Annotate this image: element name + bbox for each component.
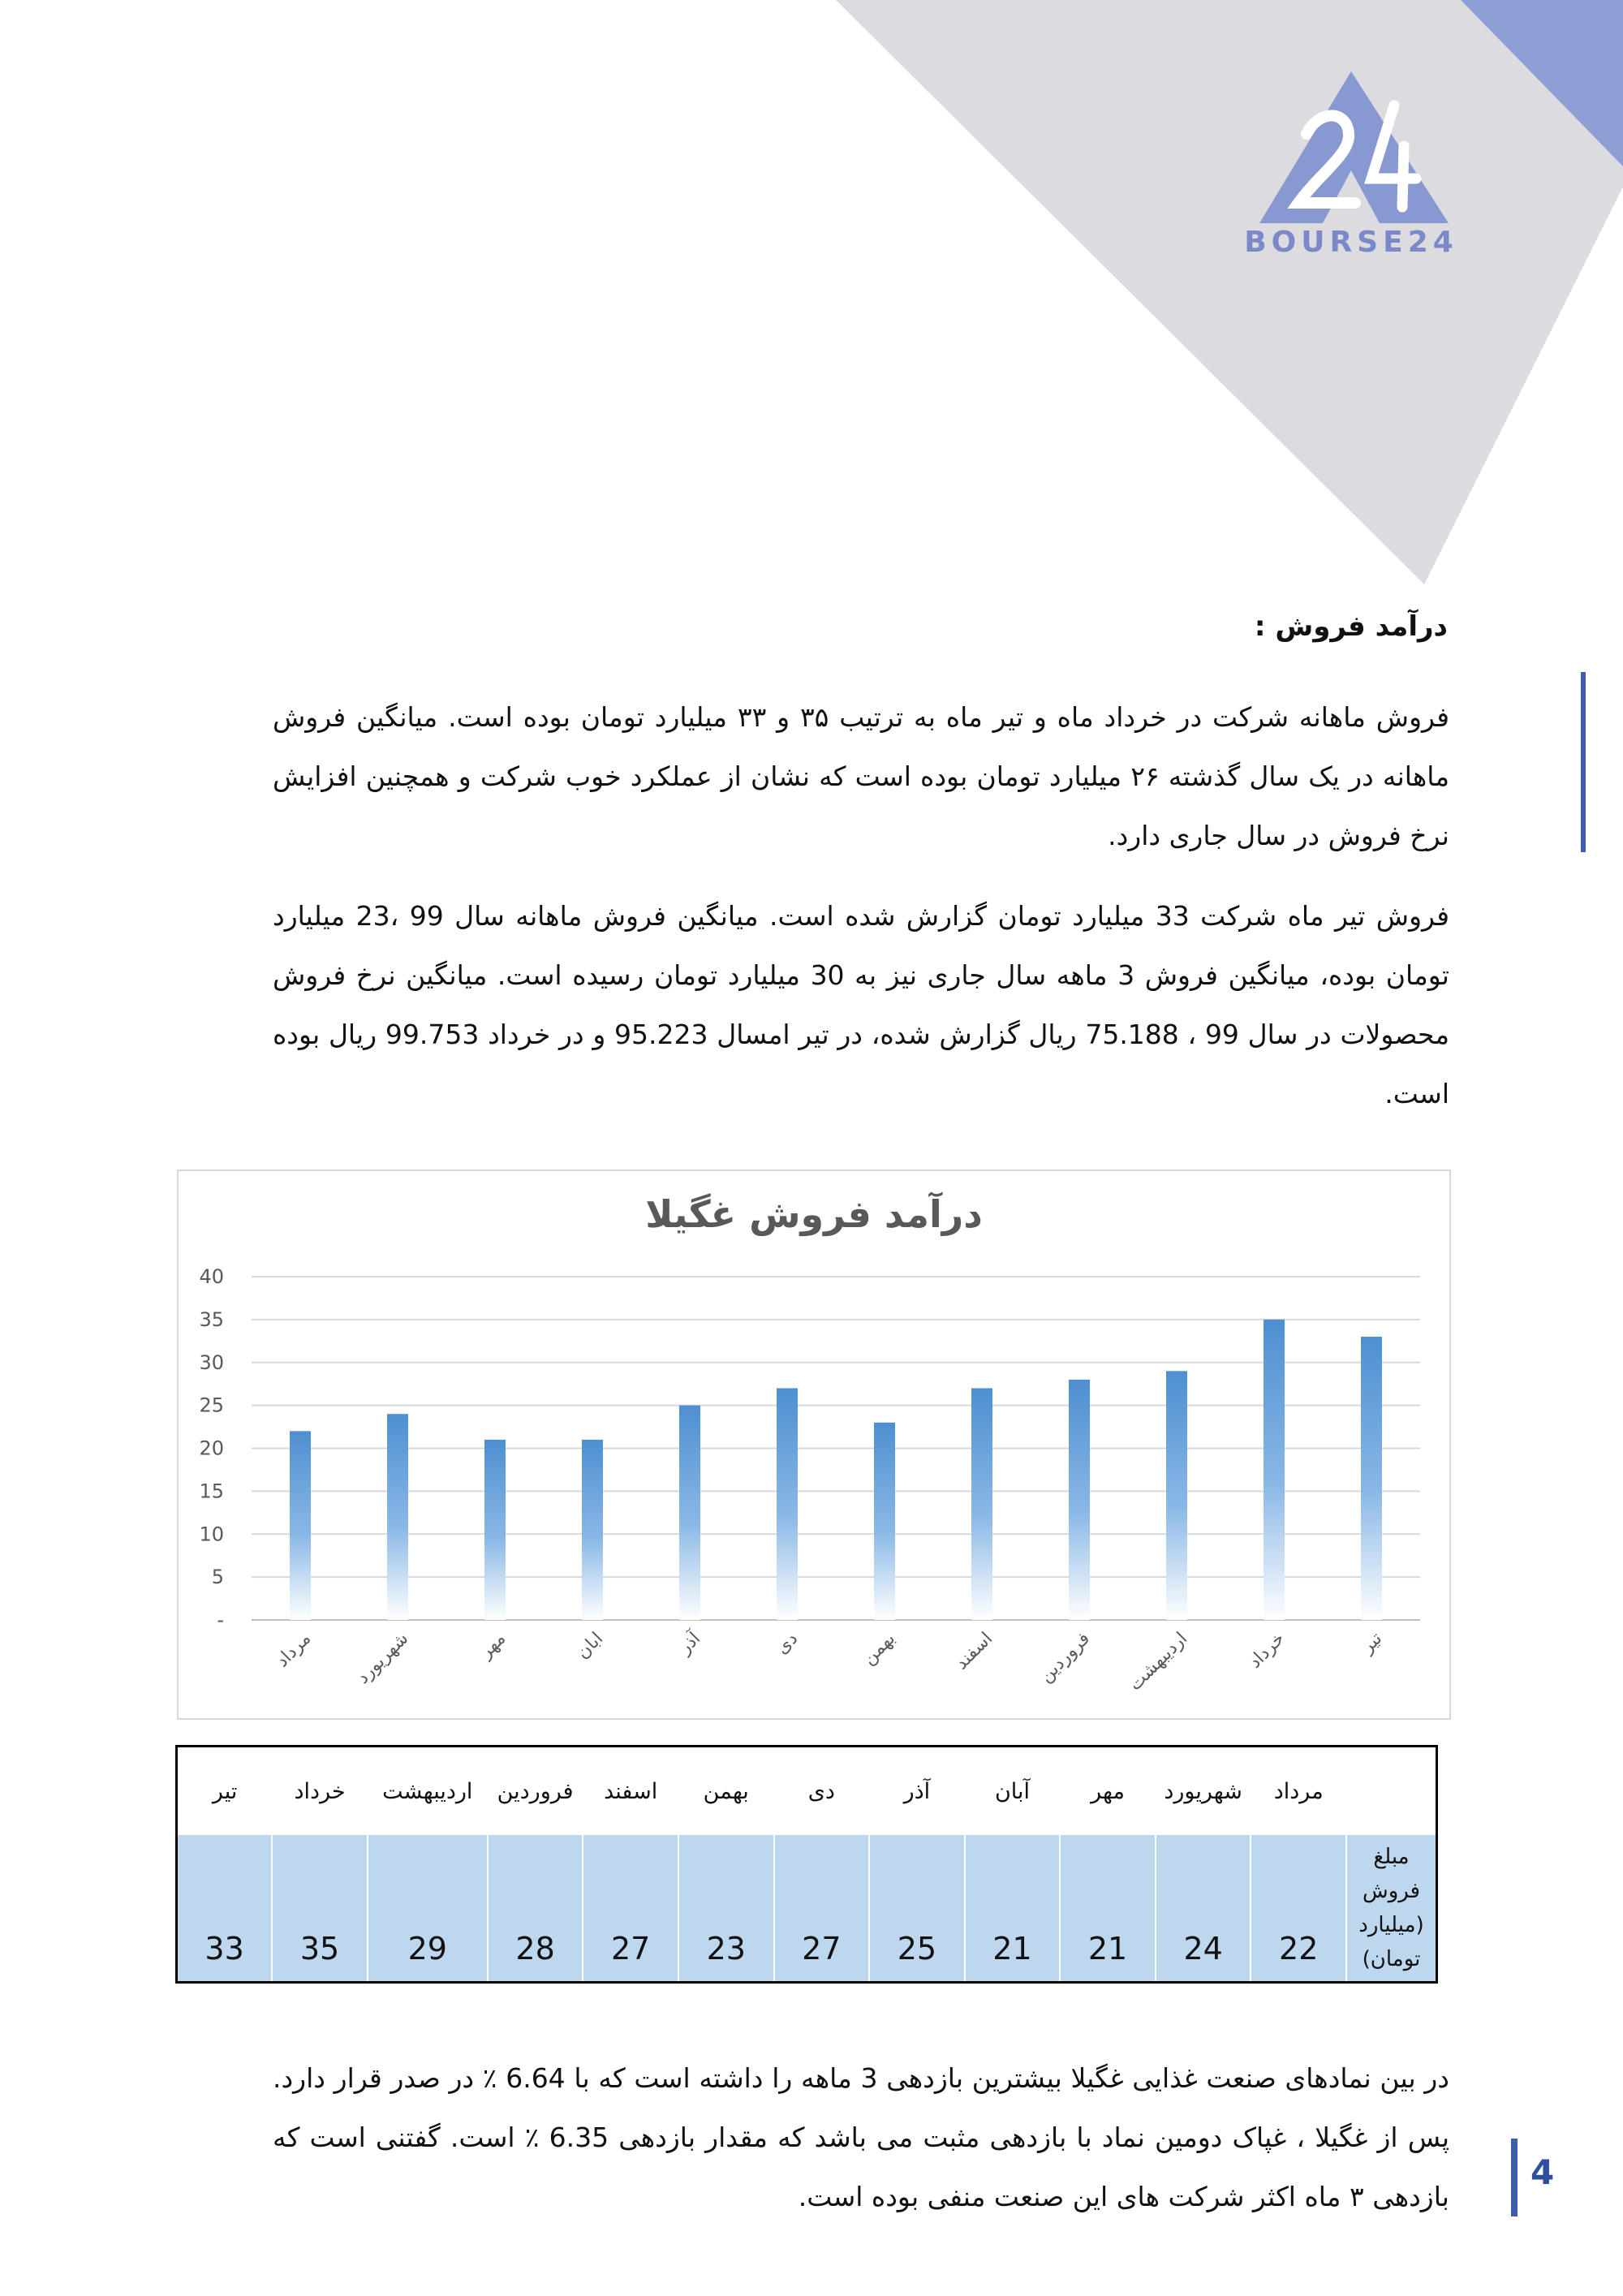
table-header-cell: شهریورد	[1156, 1747, 1251, 1836]
table-header-cell: خرداد	[272, 1747, 368, 1836]
table-header-cell: آذر	[869, 1747, 965, 1836]
table-value-cell: 33	[177, 1835, 273, 1983]
table-value-cell: 21	[965, 1835, 1061, 1983]
y-tick-label: -	[217, 1609, 224, 1631]
y-tick-label: 30	[199, 1350, 224, 1374]
table-value-cell: 24	[1156, 1835, 1251, 1983]
table-value-cell: 22	[1251, 1835, 1346, 1983]
y-tick-label: 25	[199, 1394, 224, 1417]
bar	[1264, 1320, 1285, 1620]
x-tick-label: دی	[772, 1628, 803, 1659]
x-tick-label: آذر	[674, 1628, 705, 1659]
table-header-cell: اسفند	[583, 1747, 678, 1836]
bar	[484, 1440, 506, 1620]
table-row-label: مبلغ فروش (میلیارد تومان)	[1346, 1835, 1437, 1983]
x-tick-label: خرداد	[1245, 1628, 1289, 1673]
paragraph-3: در بین نمادهای صنعت غذایی غگیلا بیشترین بازدهی 3 ماهه را داشته است که با 6.64 ٪ در صدر قرار دارد. پس از غگیلا ، غپاک دومین نماد با بازدهی مثبت می باشد که مقدار بازدهی 6.35 ٪ است. گفتنی است که بازدهی ۳ ماه اکثر شرکت های این صنعت منفی بوده است.	[273, 2062, 1450, 2212]
bar	[1069, 1380, 1090, 1620]
y-tick-label: 15	[199, 1480, 224, 1503]
x-tick-label: فروردین	[1035, 1628, 1095, 1687]
brand-logo-text: BOURSE24	[1244, 226, 1458, 259]
x-tick-label: اسفند	[951, 1628, 997, 1674]
table-value-cell: 27	[583, 1835, 678, 1983]
bar	[679, 1406, 700, 1620]
bar	[1166, 1371, 1187, 1620]
x-tick-label: ابان	[572, 1628, 608, 1664]
page-number-bar	[1511, 2139, 1518, 2216]
table-header-cell: اردیبهشت	[368, 1747, 488, 1836]
table-value-cell: 35	[272, 1835, 368, 1983]
chart-title: درآمد فروش غگیلا	[645, 1192, 983, 1236]
x-tick-label: اردیبهشت	[1125, 1628, 1192, 1695]
table-value-cell: 27	[774, 1835, 870, 1983]
table-header-cell: مرداد	[1251, 1747, 1346, 1836]
header-decoration	[0, 0, 1623, 617]
paragraph-2: فروش تیر ماه شرکت 33 میلیارد تومان گزارش شده است. میانگین فروش ماهانه سال 99 ،23 میلیارد تومان بوده، میانگین فروش 3 ماهه سال جاری نیز به 30 میلیارد تومان رسیده است. میانگین نرخ فروش محصولات در سال 99 ، 75.188 ریال گزارش شده، در تیر امسال 95.223 و در خرداد 99.753 ریال بوده است.	[273, 900, 1449, 1109]
table-header-cell: مهر	[1060, 1747, 1156, 1836]
bar	[387, 1414, 408, 1620]
y-tick-label: 20	[199, 1437, 224, 1460]
page-number: 4	[1530, 2152, 1555, 2192]
bar	[777, 1388, 798, 1620]
table-header-cell: آبان	[965, 1747, 1061, 1836]
bar	[1361, 1337, 1382, 1620]
y-tick-label: 5	[211, 1566, 224, 1589]
sales-table	[175, 1745, 1438, 1984]
paragraph-1: فروش ماهانه شرکت در خرداد ماه و تیر ماه به ترتیب ۳۵ و ۳۳ میلیارد تومان بوده است. میانگین فروش ماهانه در یک سال گذشته ۲۶ میلیارد تومان بوده است که نشان از عملکرد خوب شرکت و همچنین افزایش نرخ فروش در سال جاری دارد.	[273, 701, 1449, 851]
y-tick-label: 35	[199, 1307, 224, 1331]
x-tick-label: مهر	[476, 1628, 510, 1663]
x-tick-label: تیر	[1357, 1628, 1387, 1657]
table-header-cell: تیر	[177, 1747, 273, 1836]
y-tick-label: 40	[199, 1265, 224, 1288]
table-header-row	[177, 1747, 1437, 1836]
sales-chart	[177, 1170, 1451, 1720]
bar	[582, 1440, 603, 1620]
chart-plot	[179, 1171, 1449, 1718]
bar	[971, 1388, 992, 1620]
x-tick-label: بهمن	[859, 1628, 900, 1669]
table-header-cell: دی	[774, 1747, 870, 1836]
table-corner	[1346, 1747, 1437, 1836]
bar	[290, 1431, 311, 1620]
y-tick-label: 10	[199, 1523, 224, 1546]
table-header-cell: فروردین	[488, 1747, 583, 1836]
table-value-row	[177, 1835, 1437, 1983]
table-value-cell: 23	[678, 1835, 774, 1983]
table-header-cell: بهمن	[678, 1747, 774, 1836]
bar	[874, 1423, 895, 1620]
section-heading: درآمد فروش :	[1254, 610, 1448, 643]
table-value-cell: 29	[368, 1835, 488, 1983]
x-tick-label: مرداد	[272, 1628, 316, 1672]
table-value-cell: 28	[488, 1835, 583, 1983]
table-value-cell: 25	[869, 1835, 965, 1983]
table-value-cell: 21	[1060, 1835, 1156, 1983]
x-tick-label: شهریورد	[352, 1628, 413, 1688]
side-accent-bar	[1581, 672, 1586, 852]
